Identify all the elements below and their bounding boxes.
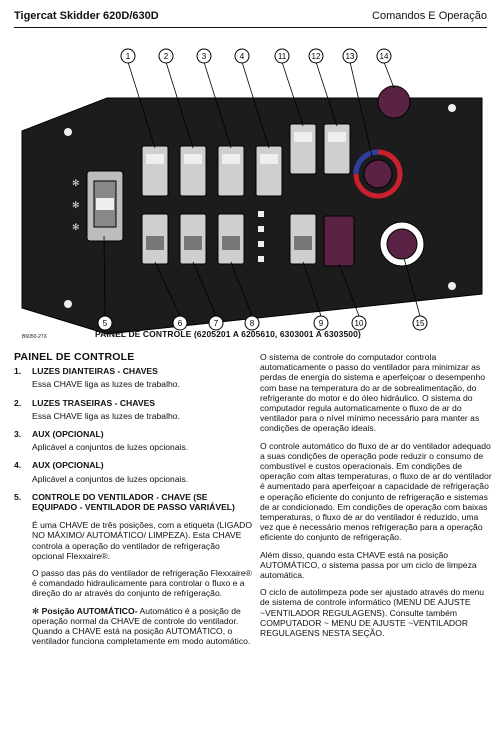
callout-14: 14 — [379, 52, 389, 61]
item-3-desc: Aplicável a conjuntos de luzes opcionais. — [32, 442, 189, 453]
item-1: 1. LUZES DIANTEIRAS - CHAVES — [14, 366, 158, 377]
callout-7: 7 — [213, 319, 219, 328]
item-3: 3. AUX (OPCIONAL) — [14, 429, 104, 440]
page-header — [14, 10, 487, 26]
header-rule — [14, 27, 487, 28]
callout-8: 8 — [249, 319, 255, 328]
callout-3: 3 — [201, 52, 207, 61]
right-column — [260, 352, 492, 645]
figure-caption: PAINEL DE CONTROLE (6205201 A 6205610, 6303001 A 6303500) — [95, 329, 361, 339]
left-para-3: ✻ Posição AUTOMÁTICO- Automático é a posição de operação normal da CHAVE de controle do ventilador. Quando a CHAVE está na posição AUTOMÁTICO, o ventilador funciona completamente em modo automático. — [32, 605, 251, 647]
right-para-4: O ciclo de autolimpeza pode ser ajustado através do menu de sistema de controle informático (MENU DE AJUSTE ~VENTILADOR REGULAGENS). Consulte também COMPUTADOR ~ MENU DE AJUSTE ~VENTILADOR REGULAGENS NESTA SEÇÃO. — [260, 587, 485, 639]
callout-1: 1 — [125, 52, 131, 61]
right-para-3: Além disso, quando esta CHAVE está na posição AUTOMÁTICO, o sistema passa por um ciclo de limpeza automática. — [260, 549, 477, 581]
callout-11: 11 — [277, 52, 287, 61]
header-section: Comandos E Operação — [372, 10, 487, 22]
section-title: PAINEL DE CONTROLE — [14, 351, 135, 363]
callout-13: 13 — [345, 52, 355, 61]
right-para-1: O sistema de controle do computador controla automaticamente o passo do ventilador para minimizar as perdas de energia do sistema e aperfeiçoar o desempenho com base na temperatura do ar de sobrealimentação, do refrigerante do motor e do óleo hidráulico. O sistema do computador regula automaticamente o fluxo de ar do ventilador para o nível mínimo necessário para manter as condições de operação ideais. — [260, 352, 486, 434]
callout-9: 9 — [318, 319, 324, 328]
figure-id: B6050-27X — [22, 334, 48, 340]
svg-text:✻: ✻ — [72, 200, 80, 210]
left-para-1: É uma CHAVE de três posições, com a etiqueta (LIGADO NO MÁXIMO/ AUTOMÁTICO/ LIMPEZA). Esta CHAVE controla a operação do ventilador de refrigeração opcional Flexxaire®. — [32, 520, 253, 561]
svg-text:✻: ✻ — [72, 178, 80, 188]
item-2: 2. LUZES TRASEIRAS - CHAVES — [14, 397, 156, 408]
callout-12: 12 — [311, 52, 321, 61]
item-4: 4. AUX (OPCIONAL) — [14, 460, 104, 471]
item-5: 5. CONTROLE DO VENTILADOR - CHAVE (SE EQUIPADO - VENTILADOR DE PASSO VARIÁVEL) — [14, 491, 235, 513]
left-para-2: O passo das pás do ventilador de refrigeração Flexxaire® é comandado hidraulicamente para controlar o fluxo e a direção do ar através do conjunto de refrigeração. — [32, 568, 252, 599]
left-column — [14, 352, 254, 654]
item-4-desc: Aplicável a conjuntos de luzes opcionais. — [32, 473, 189, 484]
callout-4: 4 — [239, 52, 245, 61]
control-panel-figure — [12, 36, 489, 348]
callout-15: 15 — [415, 319, 425, 328]
svg-text:✻: ✻ — [72, 222, 80, 232]
callout-10: 10 — [354, 319, 364, 328]
auto-label: Posição AUTOMÁTICO- — [41, 605, 138, 616]
right-para-2: O controle automático do fluxo de ar do ventilador adequado a suas condições de operação pode reduzir o consumo de combustível e custos operacionais. Em condições de operação com altas temperaturas, o fluxo de ar do ventilador é aumentado para aperfeiçoar a capacidade de refrigeração e operação eficiente do conjunto de refrigeração e sistemas de ar condicionado. Em condições de operação com baixas temperaturas, o fluxo de ar do ventilador é reduzido, uma vez que é necessário menos refrigeração para a operação eficiente do conjunto de refrigeração. — [260, 440, 492, 543]
fan-icon: ✻ — [32, 605, 42, 616]
item-2-desc: Essa CHAVE liga as luzes de trabalho. — [32, 410, 180, 421]
callouts-top — [121, 49, 391, 63]
callout-2: 2 — [163, 52, 169, 61]
header-title: Tigercat Skidder 620D/630D — [14, 10, 159, 22]
callout-5: 5 — [102, 319, 108, 328]
item-1-desc: Essa CHAVE liga as luzes de trabalho. — [32, 379, 180, 390]
callout-6: 6 — [177, 319, 183, 328]
